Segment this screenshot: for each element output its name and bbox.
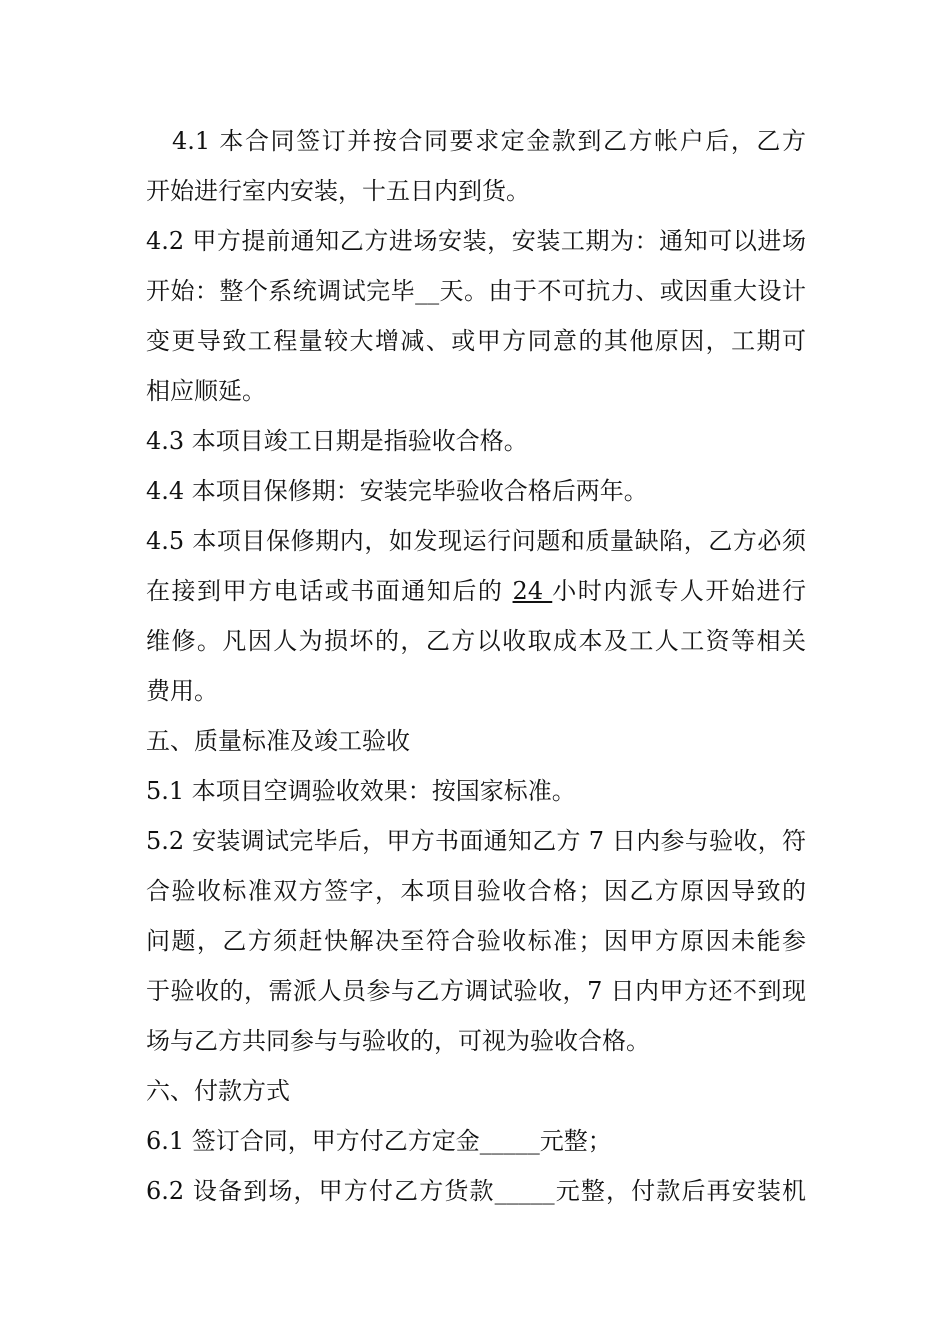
text-line: 5.2 安装调试完毕后，甲方书面通知乙方 7 日内参与验收，符	[146, 827, 806, 855]
text-line	[146, 1166, 806, 1216]
text-line: 开始进行室内安装，十五日内到货。	[146, 177, 530, 205]
text-line: 4.3 本项目竣工日期是指验收合格。	[146, 427, 528, 455]
text-line	[146, 266, 806, 316]
text-line: 维修。凡因人为损坏的，乙方以收取成本及工人工资等相关	[146, 627, 806, 655]
text-line: 于验收的，需派人员参与乙方调试验收，7 日内甲方还不到现	[146, 977, 806, 1005]
text-span: 6.1 签订合同，甲方付乙方定金	[146, 1127, 480, 1155]
text-line	[146, 566, 806, 616]
text-line: 相应顺延。	[146, 377, 266, 405]
text-span: 天。由于不可抗力、或因重大设计	[439, 277, 807, 305]
text-line: 合验收标准双方签字，本项目验收合格；因乙方原因导致的	[146, 877, 806, 905]
text-line: 变更导致工程量较大增减、或甲方同意的其他原因，工期可	[146, 327, 806, 355]
text-line: 问题，乙方须赶快解决至符合验收标准；因甲方原因未能参	[146, 927, 806, 955]
text-line: 4.4 本项目保修期：安装完毕验收合格后两年。	[146, 477, 648, 505]
text-span: 小时内派专人开始进行	[552, 577, 806, 605]
blank-field: __	[415, 277, 440, 305]
text-span: 开始：整个系统调试完毕	[146, 277, 416, 305]
contract-text	[146, 116, 806, 1216]
text-line	[146, 1116, 806, 1166]
section-heading: 六、付款方式	[146, 1077, 290, 1105]
blank-field: 24	[512, 577, 553, 605]
text-span: 元整；	[539, 1127, 612, 1155]
blank-field: _____	[494, 1177, 555, 1205]
text-line: 费用。	[146, 677, 218, 705]
text-span: 元整，付款后再安装机	[554, 1177, 807, 1205]
text-span: 6.2 设备到场，甲方付乙方货款	[146, 1177, 495, 1205]
text-span: 在接到甲方电话或书面通知后的	[146, 577, 513, 605]
text-line: 4.5 本项目保修期内，如发现运行问题和质量缺陷，乙方必须	[146, 527, 806, 555]
section-heading: 五、质量标准及竣工验收	[146, 727, 410, 755]
text-line: 5.1 本项目空调验收效果：按国家标准。	[146, 777, 576, 805]
text-line: 场与乙方共同参与与验收的，可视为验收合格。	[146, 1027, 650, 1055]
text-line: 4.1 本合同签订并按合同要求定金款到乙方帐户后，乙方	[172, 127, 806, 155]
text-line: 4.2 甲方提前通知乙方进场安装，安装工期为：通知可以进场	[146, 227, 806, 255]
blank-field: _____	[479, 1127, 540, 1155]
